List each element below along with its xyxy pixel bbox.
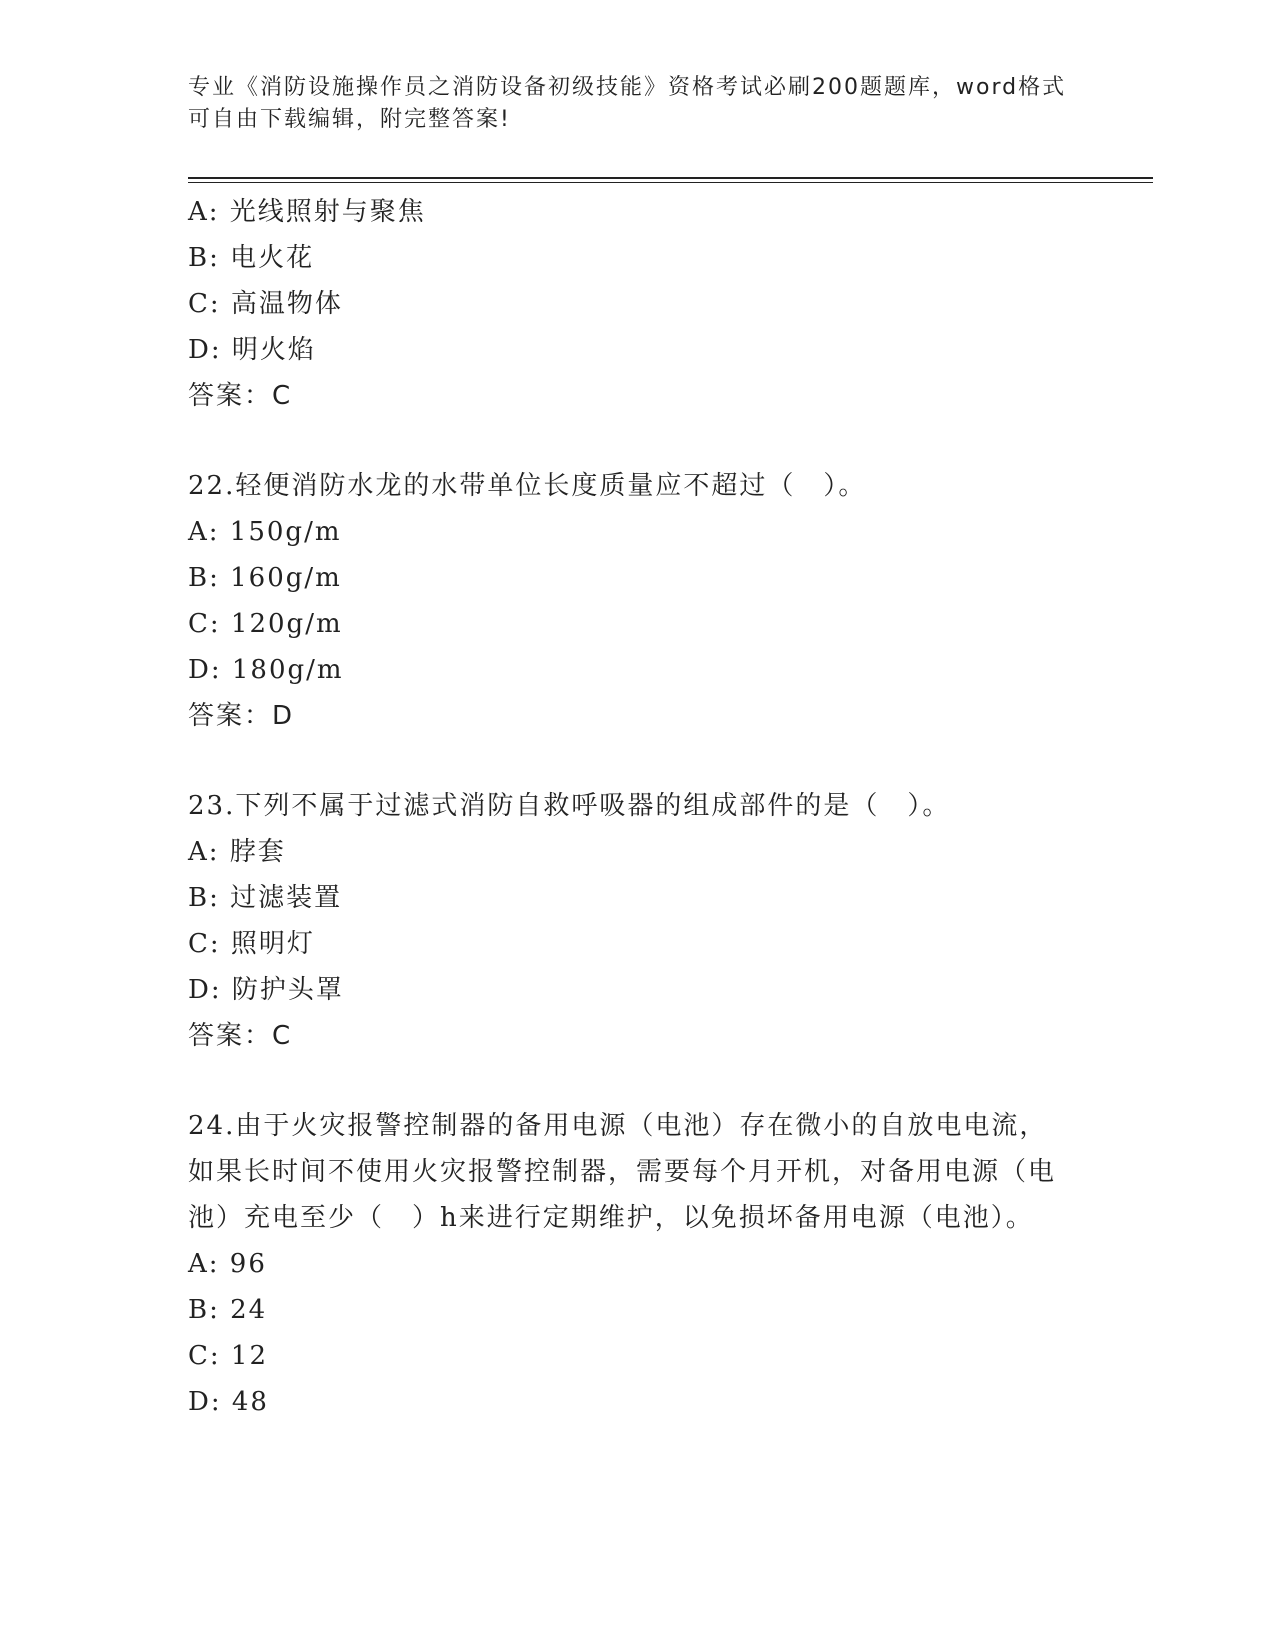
question-list xyxy=(188,189,1088,1425)
option-c: C: 高温物体 xyxy=(188,289,343,319)
question-stem: 24.由于火灾报警控制器的备用电源（电池）存在微小的自放电电流，如果长时间不使用火灾报警控制器，需要每个月开机，对备用电源（电池）充电至少（ ）h来进行定期维护，以免损坏备用电源（电池）。 xyxy=(188,1111,1057,1233)
answer: 答案：C xyxy=(188,381,293,411)
answer: 答案：C xyxy=(188,1021,293,1051)
option-a: A: 96 xyxy=(188,1249,267,1279)
option-b: B: 过滤装置 xyxy=(188,883,343,913)
question-24 xyxy=(188,1103,1088,1425)
option-d: D: 48 xyxy=(188,1387,269,1417)
option-b: B: 24 xyxy=(188,1295,268,1325)
option-c: C: 照明灯 xyxy=(188,929,315,959)
question-21 xyxy=(188,189,1088,419)
option-b: B: 电火花 xyxy=(188,243,315,273)
option-c: C: 12 xyxy=(188,1341,269,1371)
question-stem: 23.下列不属于过滤式消防自救呼吸器的组成部件的是（ ）。 xyxy=(188,791,951,821)
option-b: B: 160g/m xyxy=(188,563,342,593)
option-d: D: 180g/m xyxy=(188,655,344,685)
option-a: A: 光线照射与聚焦 xyxy=(188,197,426,227)
document-header: 专业《消防设施操作员之消防设备初级技能》资格考试必刷200题题库，word格式可自由下载编辑，附完整答案! xyxy=(188,75,1067,132)
option-a: A: 150g/m xyxy=(188,517,342,547)
option-c: C: 120g/m xyxy=(188,609,343,639)
header-divider-thin xyxy=(188,182,1153,183)
option-a: A: 脖套 xyxy=(188,837,286,867)
question-22 xyxy=(188,463,1088,739)
option-d: D: 防护头罩 xyxy=(188,975,344,1005)
option-d: D: 明火焰 xyxy=(188,335,316,365)
question-23 xyxy=(188,783,1088,1059)
answer: 答案：D xyxy=(188,701,295,731)
question-stem: 22.轻便消防水龙的水带单位长度质量应不超过（ ）。 xyxy=(188,471,867,501)
header-divider-thick xyxy=(188,177,1153,179)
